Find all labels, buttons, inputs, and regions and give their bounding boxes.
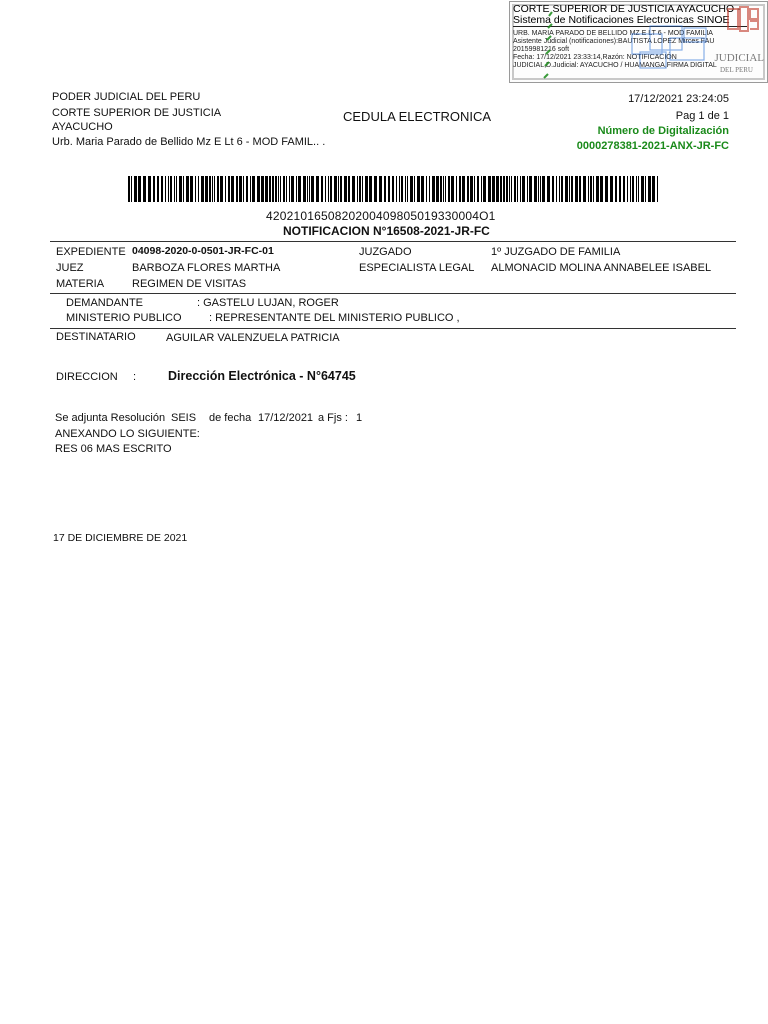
barcode-bar — [379, 176, 382, 202]
barcode-bar — [205, 176, 208, 202]
barcode-bar — [641, 176, 644, 202]
barcode-bar — [225, 176, 226, 202]
barcode-bar — [417, 176, 420, 202]
barcode-bar — [547, 176, 550, 202]
especialista-label: ESPECIALISTA LEGAL — [359, 262, 475, 274]
juzgado-value: 1º JUZGADO DE FAMILIA — [491, 246, 621, 258]
barcode-bar — [392, 176, 394, 202]
barcode-bar — [261, 176, 264, 202]
barcode-bar — [517, 176, 518, 202]
barcode-bar — [583, 176, 586, 202]
barcode-bar — [605, 176, 608, 202]
resolucion-date: 17/12/2021 — [258, 412, 314, 424]
barcode-bar — [556, 176, 557, 202]
barcode-bar — [128, 176, 130, 202]
barcode-bar — [514, 176, 516, 202]
barcode-bar — [369, 176, 372, 202]
fecha-label: de fecha — [209, 412, 252, 424]
barcode-bar — [552, 176, 554, 202]
barcode-bar — [436, 176, 439, 202]
fjs-label: a Fjs : — [318, 412, 348, 424]
direccion-value: Dirección Electrónica - N°64745 — [168, 369, 356, 383]
barcode-bar — [220, 176, 223, 202]
barcode-bar — [384, 176, 386, 202]
expediente-label: EXPEDIENTE — [56, 246, 126, 258]
barcode-bar — [131, 176, 132, 202]
barcode-bar — [186, 176, 189, 202]
barcode-bar — [283, 176, 285, 202]
barcode-bar — [522, 176, 525, 202]
barcode-bar — [645, 176, 646, 202]
barcode-bar — [174, 176, 175, 202]
barcode-bar — [652, 176, 655, 202]
checkmark-trail-icon — [540, 6, 558, 80]
barcode-bar — [448, 176, 450, 202]
stamp-detail-line: 20159981216 soft — [513, 46, 570, 53]
barcode-bar — [630, 176, 631, 202]
barcode-bar — [252, 176, 255, 202]
barcode-bar — [357, 176, 358, 202]
barcode-bar — [600, 176, 603, 202]
barcode-bar — [325, 176, 326, 202]
barcode-bar — [474, 176, 475, 202]
barcode-bar — [198, 176, 199, 202]
barcode-bar — [265, 176, 268, 202]
anexando-heading: ANEXANDO LO SIGUIENTE: — [55, 428, 200, 440]
barcode-bar — [143, 176, 146, 202]
institution-line: AYACUCHO — [52, 121, 113, 133]
institution-line: PODER JUDICIAL DEL PERU — [52, 91, 201, 103]
barcode-bar — [451, 176, 454, 202]
barcode-bar — [330, 176, 332, 202]
barcode-bar — [134, 176, 137, 202]
digital-signature-stamp — [509, 1, 768, 83]
barcode-bar — [303, 176, 306, 202]
barcode-bar — [231, 176, 234, 202]
barcode-bar — [334, 176, 337, 202]
barcode-bar — [286, 176, 287, 202]
barcode-bar — [161, 176, 163, 202]
barcode-bar — [316, 176, 319, 202]
barcode-bar — [470, 176, 473, 202]
barcode-bar — [138, 176, 141, 202]
barcode-bar — [421, 176, 424, 202]
barcode-bar — [488, 176, 491, 202]
demandante-value: : GASTELU LUJAN, ROGER — [197, 297, 339, 309]
especialista-value: ALMONACID MOLINA ANNABELEE ISABEL — [491, 262, 712, 274]
barcode-bar — [280, 176, 281, 202]
barcode-bar — [272, 176, 274, 202]
barcode-bar — [153, 176, 155, 202]
barcode-bar — [195, 176, 196, 202]
stamp-seal-subtext: DEL PERU — [720, 66, 753, 74]
barcode-bar — [250, 176, 251, 202]
anexo-detail: RES 06 MAS ESCRITO — [55, 443, 172, 455]
notification-number: NOTIFICACION N°16508-2021-JR-FC — [283, 224, 490, 238]
barcode-bar — [269, 176, 271, 202]
barcode-bar — [657, 176, 658, 202]
barcode-bar — [388, 176, 390, 202]
barcode-bar — [542, 176, 545, 202]
digitization-number: 0000278381-2021-ANX-JR-FC — [576, 140, 729, 152]
barcode-bar — [374, 176, 377, 202]
barcode-bar — [243, 176, 244, 202]
barcode-bar — [170, 176, 172, 202]
barcode-bar — [365, 176, 368, 202]
barcode-bar — [176, 176, 177, 202]
barcode-bar — [492, 176, 495, 202]
juzgado-label: JUZGADO — [359, 246, 412, 258]
barcode-bar — [407, 176, 408, 202]
barcode-bar — [440, 176, 442, 202]
barcode-bar — [201, 176, 204, 202]
barcode-bar — [246, 176, 248, 202]
direccion-label: DIRECCION — [56, 371, 118, 383]
barcode-bar — [538, 176, 539, 202]
barcode-bar — [352, 176, 355, 202]
barcode-bar — [296, 176, 297, 202]
ministerio-value: : REPRESENTANTE DEL MINISTERIO PUBLICO , — [209, 312, 460, 324]
barcode-bar — [321, 176, 323, 202]
barcode-bar — [462, 176, 465, 202]
destinatario-label: DESTINATARIO — [56, 331, 136, 343]
barcode-bar — [432, 176, 435, 202]
barcode-bar — [214, 176, 215, 202]
document-date: 17 DE DICIEMBRE DE 2021 — [53, 532, 188, 544]
barcode-bar — [511, 176, 512, 202]
demandante-label: DEMANDANTE — [66, 297, 144, 309]
expediente-value: 04098-2020-0-0501-JR-FC-01 — [132, 245, 274, 257]
materia-label: MATERIA — [56, 278, 105, 290]
barcode-bar — [236, 176, 238, 202]
materia-value: REGIMEN DE VISITAS — [132, 278, 247, 290]
barcode-bar — [426, 176, 427, 202]
stamp-detail-line: URB. MARIA PARADO DE BELLIDO MZ E LT 6 - MOD FAMILIA — [513, 30, 713, 37]
barcode-bar — [168, 176, 169, 202]
barcode-bar — [217, 176, 219, 202]
barcode-bar — [467, 176, 469, 202]
institution-line: CORTE SUPERIOR DE JUSTICIA — [52, 107, 222, 119]
barcode-bar — [289, 176, 290, 202]
barcode-bar — [338, 176, 339, 202]
barcode-bar — [638, 176, 639, 202]
barcode-bar — [569, 176, 570, 202]
court-address: Urb. Maria Parado de Bellido Mz E Lt 6 - MOD FAMIL.. . — [52, 136, 326, 148]
barcode-number: 4202101650820200409805019330004O1 — [266, 209, 496, 223]
barcode-bar — [362, 176, 363, 202]
barcode-bar — [632, 176, 634, 202]
barcode-bar — [414, 176, 415, 202]
digitization-label: Número de Digitalización — [597, 125, 729, 137]
barcode-bar — [503, 176, 505, 202]
barcode-bar — [399, 176, 400, 202]
divider-middle — [50, 293, 736, 294]
barcode-bar — [359, 176, 361, 202]
court-logo-icon — [725, 5, 761, 35]
barcode-bar — [593, 176, 594, 202]
barcode-bar — [443, 176, 444, 202]
stamp-pattern-icon — [630, 24, 720, 74]
barcode-bar — [615, 176, 617, 202]
barcode-bar — [212, 176, 213, 202]
barcode-bar — [311, 176, 314, 202]
barcode-bar — [275, 176, 277, 202]
barcode-bar — [429, 176, 430, 202]
document-title: CEDULA ELECTRONICA — [343, 109, 492, 124]
barcode-bar — [588, 176, 589, 202]
barcode-bar — [509, 176, 510, 202]
barcode-bar — [648, 176, 651, 202]
fjs-value: 1 — [356, 412, 363, 424]
barcode-bar — [540, 176, 541, 202]
barcode-bar — [405, 176, 406, 202]
stamp-detail-line: JUDICIAL,D.Judicial: AYACUCHO / HUAMANGA,FIRMA DIGITAL — [513, 62, 717, 69]
barcode-bar — [278, 176, 279, 202]
barcode-bar — [445, 176, 446, 202]
juez-value: BARBOZA FLORES MARTHA — [132, 262, 281, 274]
barcode-bar — [165, 176, 166, 202]
barcode-bar — [459, 176, 461, 202]
stamp-title-line1: CORTE SUPERIOR DE JUSTICIA AYACUCHO - — [513, 3, 741, 15]
barcode-bar — [596, 176, 599, 202]
barcode-bar — [228, 176, 230, 202]
barcode-bar — [328, 176, 329, 202]
barcode-bar — [636, 176, 637, 202]
page-indicator: Pag 1 de 1 — [675, 110, 729, 122]
barcode-bar — [344, 176, 347, 202]
barcode-bar — [477, 176, 479, 202]
barcode-bar — [579, 176, 581, 202]
barcode-bar — [623, 176, 625, 202]
barcode-bar — [496, 176, 499, 202]
barcode-bar — [291, 176, 294, 202]
barcode-bar — [559, 176, 560, 202]
barcode-bar — [183, 176, 184, 202]
issue-datetime: 17/12/2021 23:24:05 — [628, 93, 729, 105]
barcode-bar — [456, 176, 457, 202]
stamp-detail-line: Fecha: 17/12/2021 23:33:14,Razón: NOTIFICACIÓN — [513, 54, 677, 61]
barcode-bar — [209, 176, 211, 202]
barcode-bar — [590, 176, 592, 202]
stamp-title-line2: Sistema de Notificaciones Electronicas SINOE — [513, 14, 730, 26]
direccion-colon: : — [133, 371, 137, 383]
barcode-bar — [348, 176, 350, 202]
divider-bottom — [50, 328, 736, 329]
barcode-bar — [148, 176, 151, 202]
barcode-bar — [257, 176, 260, 202]
barcode-bar — [307, 176, 308, 202]
barcode-bar — [619, 176, 621, 202]
adjunta-text: Se adjunta Resolución — [55, 412, 166, 424]
barcode-bar — [529, 176, 532, 202]
stamp-detail-line: Asistente Judicial (notificaciones):BAUTISTA LOPEZ Mirces FAU — [513, 38, 715, 45]
divider-top — [50, 241, 736, 242]
ministerio-label: MINISTERIO PUBLICO — [66, 312, 182, 324]
barcode-bar — [500, 176, 502, 202]
barcode-bar — [520, 176, 521, 202]
barcode-bar — [575, 176, 578, 202]
barcode-bar — [571, 176, 573, 202]
barcode-bar — [157, 176, 159, 202]
barcode-bar — [239, 176, 242, 202]
barcode-graphic — [128, 176, 660, 202]
barcode-bar — [534, 176, 537, 202]
barcode-bar — [527, 176, 528, 202]
barcode-bar — [506, 176, 508, 202]
barcode-bar — [627, 176, 628, 202]
barcode-bar — [410, 176, 413, 202]
barcode-bar — [481, 176, 482, 202]
barcode-bar — [396, 176, 397, 202]
barcode-bar — [561, 176, 563, 202]
barcode-bar — [565, 176, 568, 202]
barcode-bar — [309, 176, 310, 202]
barcode-bar — [610, 176, 613, 202]
barcode-bar — [401, 176, 403, 202]
barcode-bar — [179, 176, 182, 202]
resolucion-number: SEIS — [171, 412, 197, 424]
barcode-bar — [340, 176, 342, 202]
destinatario-value: AGUILAR VALENZUELA PATRICIA — [166, 332, 340, 344]
barcode-bar — [483, 176, 486, 202]
barcode-bar — [298, 176, 301, 202]
barcode-bar — [190, 176, 193, 202]
juez-label: JUEZ — [56, 262, 84, 274]
stamp-seal-text: JUDICIAL — [714, 52, 764, 64]
